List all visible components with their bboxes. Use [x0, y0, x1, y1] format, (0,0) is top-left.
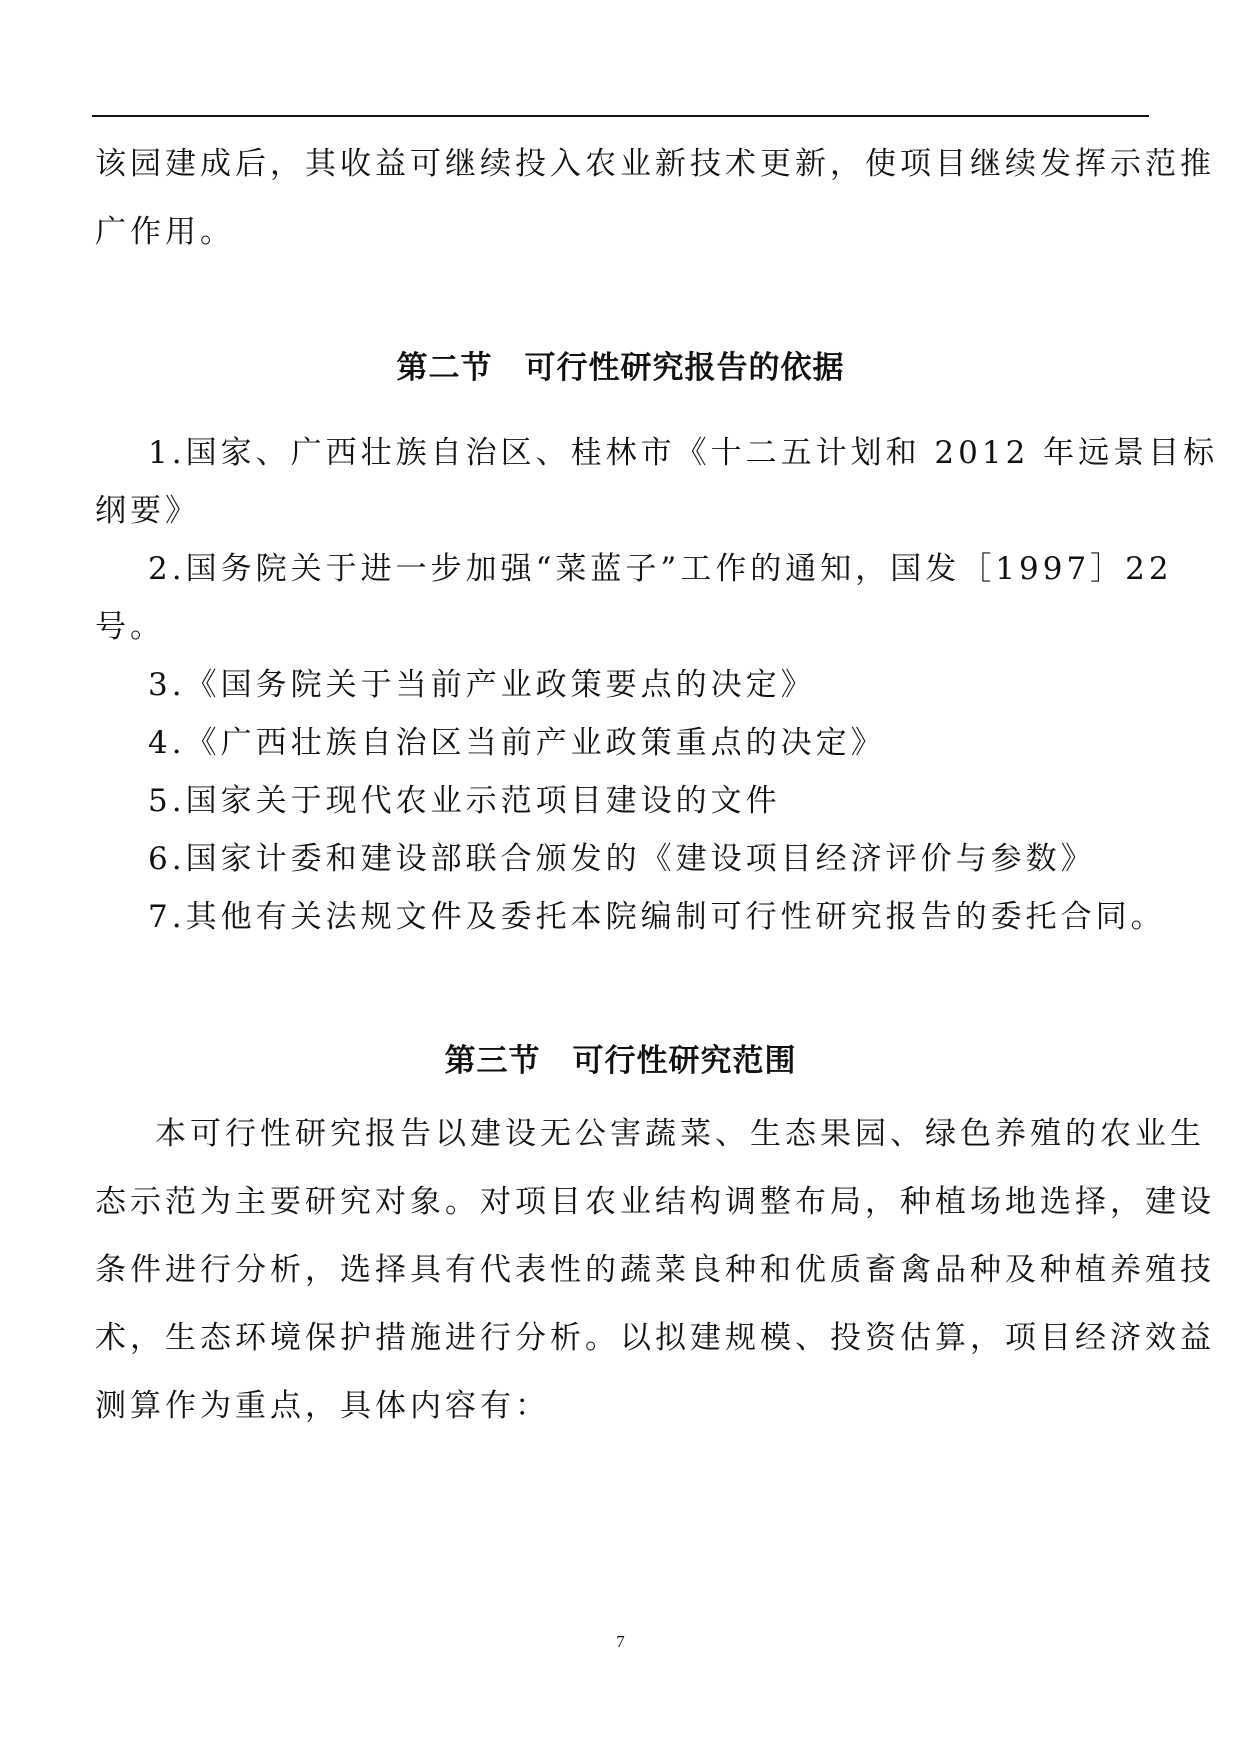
text-line: 本可行性研究报告以建设无公害蔬菜、生态果园、绿色养殖的农业生	[155, 1116, 1205, 1152]
section-heading-scope: 第三节 可行性研究范围	[444, 1043, 797, 1079]
basis-item-1-line-1: 1.国家、广西壮族自治区、桂林市《十二五计划和 2012 年远景目标	[148, 435, 1219, 471]
text-line: 广作用。	[95, 214, 235, 250]
basis-item-5: 5.国家关于现代农业示范项目建设的文件	[148, 783, 781, 819]
text-line: 测算作为重点，具体内容有：	[95, 1388, 550, 1424]
basis-item-2-line-1: 2.国务院关于进一步加强“菜蓝子”工作的通知，国发［1997］22	[148, 551, 1173, 587]
basis-item-4: 4.《广西壮族自治区当前产业政策重点的决定》	[148, 725, 886, 761]
text-line: 态示范为主要研究对象。对项目农业结构调整布局，种植场地选择，建设	[95, 1184, 1215, 1220]
scope-paragraph	[95, 1100, 1215, 1440]
text-line: 该园建成后，其收益可继续投入农业新技术更新，使项目继续发挥示范推	[95, 146, 1215, 182]
text-line: 条件进行分析，选择具有代表性的蔬菜良种和优质畜禽品种及种植养殖技	[95, 1252, 1215, 1288]
header-rule	[92, 115, 1149, 117]
page-number: 7	[616, 1632, 625, 1651]
section-heading-basis: 第二节 可行性研究报告的依据	[396, 350, 845, 386]
basis-item-1-line-2: 纲要》	[95, 493, 200, 529]
basis-item-6: 6.国家计委和建设部联合颁发的《建设项目经济评价与参数》	[148, 841, 1096, 877]
intro-paragraph	[95, 130, 1215, 266]
basis-item-2-line-2: 号。	[95, 609, 165, 645]
basis-item-7: 7.其他有关法规文件及委托本院编制可行性研究报告的委托合同。	[148, 899, 1166, 935]
basis-item-3: 3.《国务院关于当前产业政策要点的决定》	[148, 667, 816, 703]
text-line: 术，生态环境保护措施进行分析。以拟建规模、投资估算，项目经济效益	[95, 1320, 1215, 1356]
